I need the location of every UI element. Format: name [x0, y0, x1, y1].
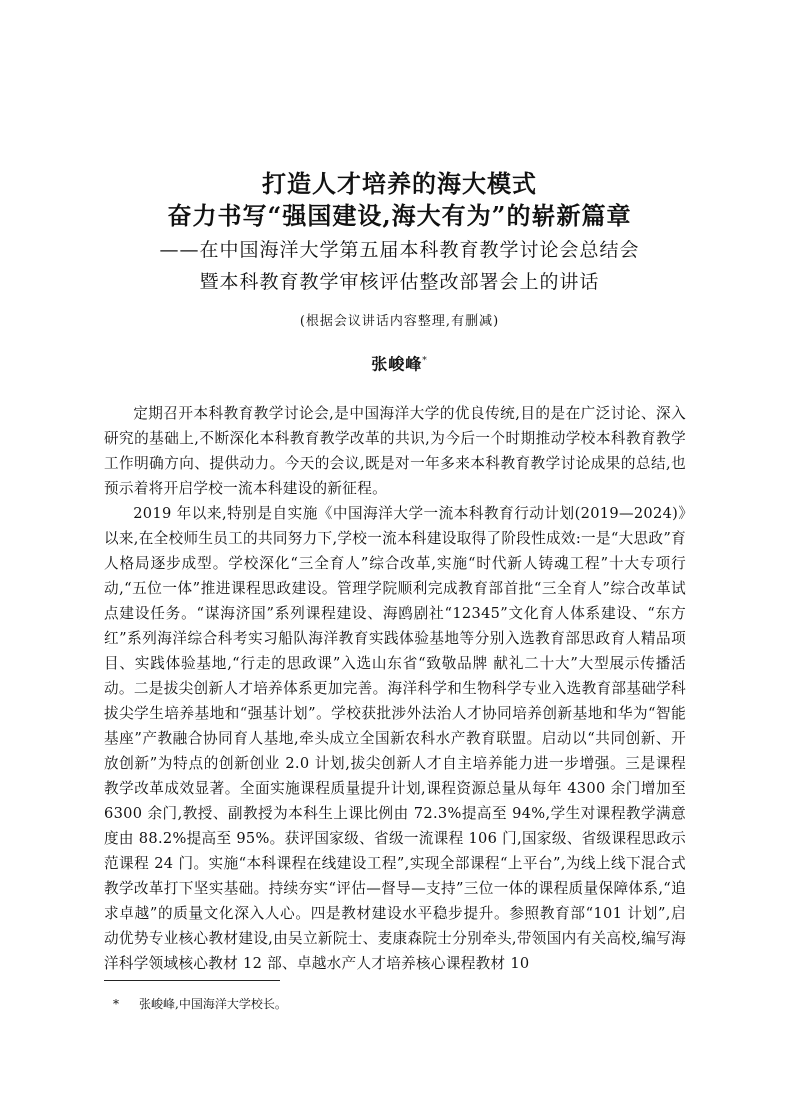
author-name: 张峻峰: [371, 354, 423, 374]
paragraph-2: 2019 年以来,特别是自实施《中国海洋大学一流本科教育行动计划(2019—2024)》以来,在全校师生员工的共同努力下,学校一流本科建设取得了阶段性成效:一是“大思政”育人格局逐步成型。学校深化“三全育人”综合改革,实施“时代新人铸魂工程”十大专项行动,“五位一体”推进课程思政建设。管理学院顺利完成教育部首批“三全育人”综合改革试点建设任务。“谋海济国”系列课程建设、海鸥剧社“12345”文化育人体系建设、“东方红”系列海洋综合科考实习船队海洋教育实践体验基地等分别入选教育部思政育人精品项目、实践体验基地,“行走的思政课”入选山东省“致敬品牌 献礼二十大”大型展示传播活动。二是拔尖创新人才培养体系更加完善。海洋科学和生物科学专业入选教育部基础学科拔尖学生培养基地和“强基计划”。学校获批涉外法治人才协同培养创新基地和华为“智能基座”产教融合协同育人基地,牵头成立全国新农科水产教育联盟。启动以“共同创新、开放创新”为特点的创新创业 2.0 计划,拔尖创新人才自主培养能力进一步增强。三是课程教学改革成效显著。全面实施课程质量提升计划,课程资源总量从每年 4300 余门增加至 6300 余门,教授、副教授为本科生上课比例由 72.3%提高至 94%,学生对课程教学满意度由 88.2%提高至 95%。获评国家级、省级一流课程 106 门,国家级、省级课程思政示范课程 24 门。实施“本科课程在线建设工程”,实现全部课程“上平台”,为线上线下混合式教学改革打下坚实基础。持续夯实“评估—督导—支持”三位一体的课程质量保障体系,“追求卓越”的质量文化深入人心。四是教材建设水平稳步提升。参照教育部“101 计划”,启动优势专业核心教材建设,由吴立新院士、麦康森院士分别牵头,带领国内有关高校,编写海洋科学领域核心教材 12 部、卓越水产人才培养核心课程教材 10: [104, 505, 686, 972]
title-line-1: 打造人才培养的海大模式: [262, 169, 537, 198]
footnote-divider: [104, 980, 280, 981]
body-text: [104, 401, 686, 976]
title-line-2: 奋力书写“强国建设,海大有为”的崭新篇章: [167, 201, 632, 230]
author-byline: [0, 351, 799, 374]
footnote-mark: *: [113, 997, 119, 1011]
author-footnote-mark: *: [422, 356, 428, 366]
subtitle-line-2: 暨本科教育教学审核评估整改部署会上的讲话: [199, 271, 600, 293]
paragraph-1: 定期召开本科教育教学讨论会,是中国海洋大学的优良传统,目的是在广泛讨论、深入研究的基础上,不断深化本科教育教学改革的共识,为今后一个时期推动学校本科教育教学工作明确方向、提供动力。今天的会议,既是对一年多来本科教育教学讨论成果的总结,也预示着将开启学校一流本科建设的新征程。: [104, 405, 686, 497]
footnote: [113, 996, 287, 1012]
subtitle-line-1: ——在中国海洋大学第五届本科教育教学讨论会总结会: [159, 239, 640, 261]
footnote-text: 张峻峰,中国海洋大学校长。: [139, 997, 287, 1011]
editorial-note: (根据会议讲话内容整理,有删减): [299, 314, 500, 329]
